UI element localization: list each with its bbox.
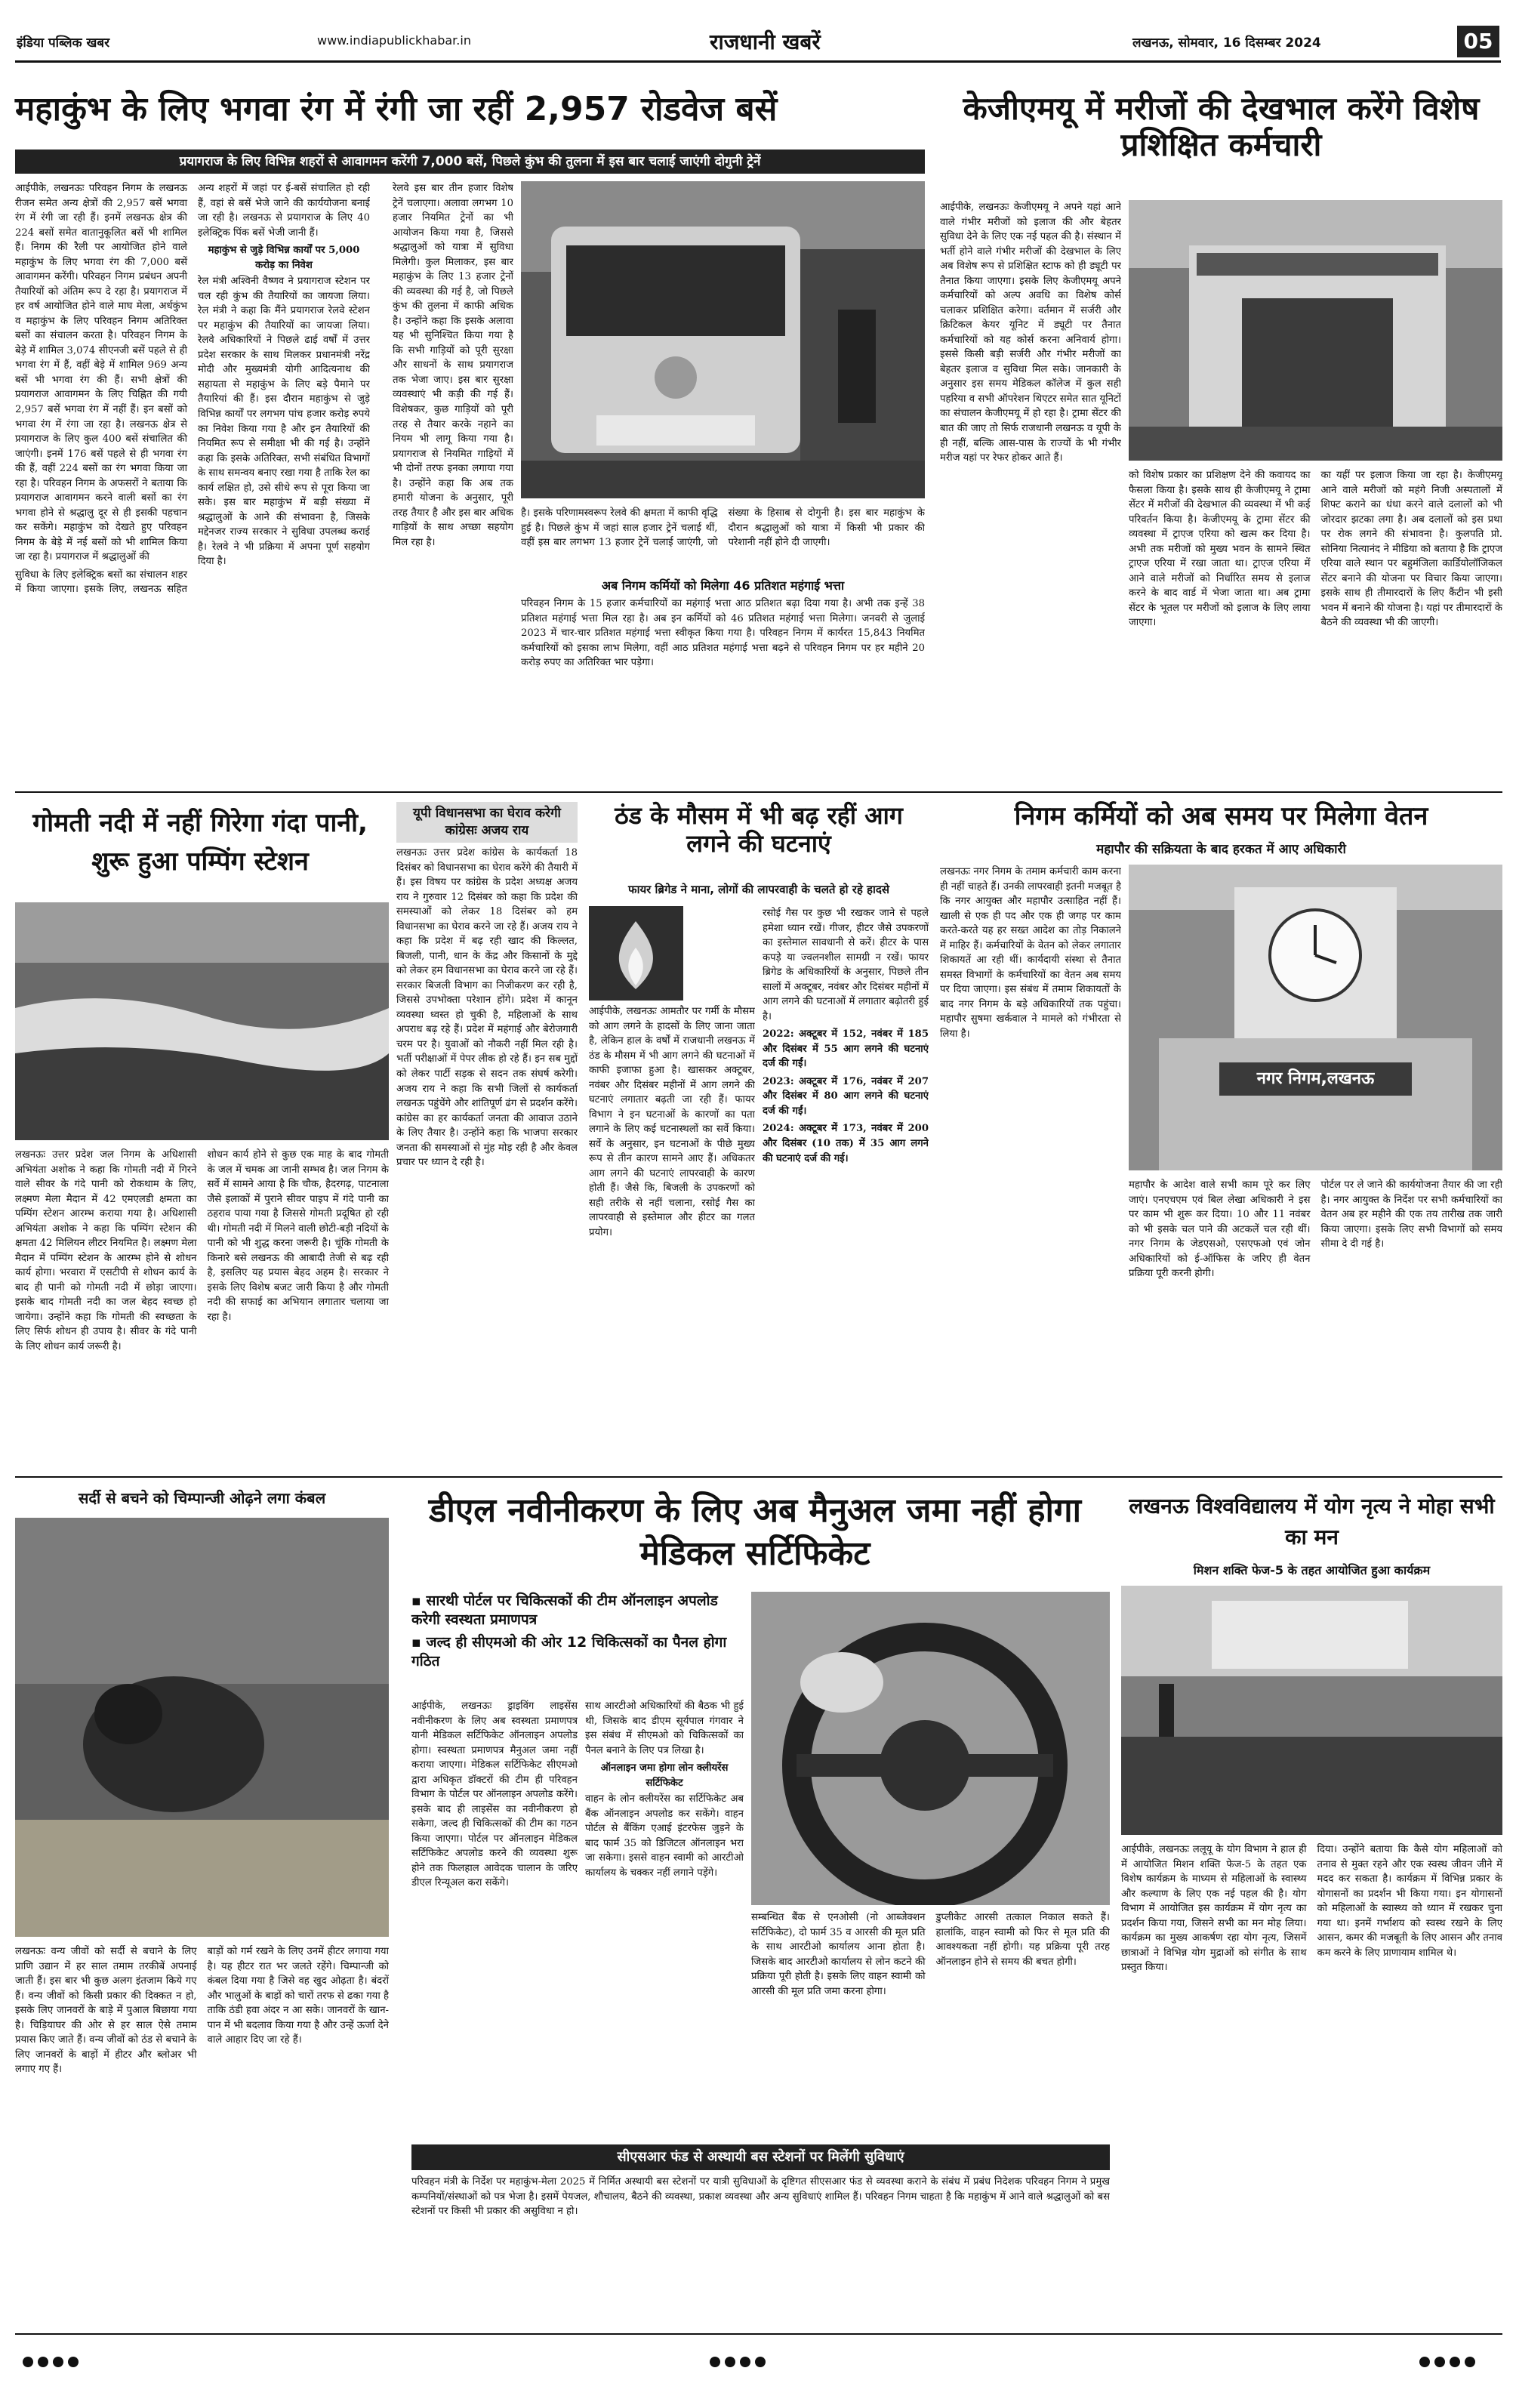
csr-title: सीएसआर फंड से अस्थायी बस स्टेशनों पर मिलेंगी सुविधाएं [411,2144,1110,2170]
auditorium-illustration [1121,1586,1502,1835]
story-fire-col2 [763,906,929,1465]
kgmu-gate-illustration [1129,200,1502,461]
footer-dots-left [23,2356,83,2370]
dateline: लखनऊ, सोमवार, 16 दिसम्बर 2024 [1132,35,1321,51]
stat-2024: 2024: अक्टूबर में 173, नवंबर में 200 और दिसंबर (10 तक) में 35 आग लगने की घटनाएं दर्ज की गई। [763,1123,929,1164]
para: रसोई गैस पर कुछ भी रखकर जाने से पहले हमेशा ध्यान रखें। गीजर, हीटर जैसे उपकरणों का इस्तेमाल सावधानी से करें। हीटर के पास कपड़े या ज्वलनशील सामग्री न रखें। फायर ब्रिगेड के अधिकारियों के अनुसार, पिछले तीन सालों में अक्टूबर, नवंबर और दिसंबर महीनों में आग लगने की घटनाओं में लगातार बढ़ोतरी हुई है। [763,908,929,1022]
story-dl-col1 [411,1699,578,2137]
deck-fire: फायर ब्रिगेड ने माना, लोगों की लापरवाही के चलते हो रहे हादसे [628,883,889,896]
steering-illustration [751,1592,1110,1905]
page-number: 05 [1457,26,1499,57]
divider-row1 [15,791,1502,793]
story-nigam-col2-3 [1129,1178,1502,1469]
para: महापौर के आदेश वाले सभी काम पूरे कर लिए जाएं। एनएचएम एवं बिल लेखा अधिकारी ने इस पर काम भी शुरू कर दिया। 10 और 11 नवंबर को भी इसके चल पाने की अटकलें चल रही थीं। नगर निगम के जेडएसओ, एसएफओ एवं जोन अधिकारियों को ई-ऑफिस के जरिए ही वेतन प्रक्रिया पूरी करनी होगी। [1129,1179,1311,1280]
story-dl-col2 [585,1699,744,2137]
story-congress-text [396,846,578,1465]
footer-dots-right [1419,2356,1480,2370]
para: परिवहन निगम के 15 हजार कर्मचारियों का महंगाई भत्ता आठ प्रतिशत बढ़ा दिया गया है। अभी तक इन्हें 38 प्रतिशत महंगाई भत्ता मिल रहा है। अब इन कर्मियों को 46 प्रतिशत महंगाई भत्ता मिलेगा। जनवरी से जुलाई 2023 में चार-चार प्रतिशत महंगाई भत्ता स्वीकृत किया गया है। परिवहन निगम में कार्यरत 15,843 नियमित कर्मचारियों को इसका लाभ मिलेगा, वहीं आठ प्रतिशत महंगाई भत्ता बढ़ने से परिवहन निगम पर हर महीने 20 करोड़ रुपए का अतिरिक्त भार पड़ेगा। [521,598,925,669]
para: लखनऊः नगर निगम के तमाम कर्मचारी काम करना ही नहीं चाहते हैं। उनकी लापरवाही इतनी मजबूत है कि नगर आयुक्त और महापौर उत्साहित नहीं हैं। खाली से एक ही पद और एक ही जगह पर काम करते-करते यह हर सख्त आदेश का तोड़ निकालने में माहिर हैं। कर्मचारियों के वेतन को लेकर लगातार शिकायतें आ रही थीं। कार्यदायी संस्था से तैनात समस्त विभागों के कर्मचारियों का वेतन अब समय पर दिया जाएगा। इस संबंध में तमाम शिकायतों के बाद नगर निगम के बड़े अधिकारियों तक पहुंचा। महापौर सुषमा खर्कवाल ने मामले को गंभीरता से लिया है। [940,866,1121,1040]
masthead [0,0,1516,66]
para: आईपीके, लखनऊः आमतौर पर गर्मी के मौसम को आग लगने के हादसों के लिए जाना जाता है, लेकिन हाल के वर्षों में राजधानी लखनऊ में ठंड के मौसम में भी आग लगने की घटनाओं में काफी इजाफा हुआ है। खासकर अक्टूबर, नवंबर और दिसंबर महीनों में आग लगने की घटनाएं लगातार बढ़ती जा रही हैं। फायर विभाग ने इन घटनाओं के कारणों का पता लगाने के लिए कई घटनास्थलों का सर्वे किया। सर्वे के अनुसार, इन घटनाओं के पीछे मुख्य रूप से तीन कारण सामने आए हैं। अधिकतर आग लगने की घटनाएं लापरवाही के कारण होती हैं। जैसे कि, बिजली के उपकरणों को सही तरीके से नहीं चलाना, रसोई गैस का लापरवाही से इस्तेमाल और हीटर का गलत प्रयोग। [589,1006,755,1238]
para: साथ आरटीओ अधिकारियों की बैठक भी हुई थी, जिसके बाद डीएम सूर्यपाल गंगवार ने इस संबंध में सीएमओ को चिकित्सकों का पैनल बनाने के लिए पत्र लिखा है। [585,1700,744,1756]
para: वाहन के लोन क्लीयरेंस का सर्टिफिकेट अब बैंक ऑनलाइन अपलोड कर सकेंगे। वाहन पोर्टल से बैंकिंग एआई इंटरफेस जुड़ने के बाद फार्म 35 को डिजिटल ऑनलाइन भरा जा सकेगा। इससे वाहन स्वामी को आरटीओ कार्यालय के चक्कर नहीं लगाने पड़ेंगे। [585,1793,744,1879]
photo-yoga-event [1121,1586,1502,1835]
stat-2022: 2022: अक्टूबर में 152, नवंबर में 185 और दिसंबर में 55 आग लगने की घटनाएं दर्ज की गईं। [763,1028,929,1070]
para: आईपीके, लखनऊः ड्राइविंग लाइसेंस नवीनीकरण के लिए अब स्वस्थता प्रमाणपत्र यानी मेडिकल सर्टिफिकेट ऑनलाइन अपलोड होगा। स्वस्थता प्रमाणपत्र मैनुअल जमा नहीं कराया जाएगा। मेडिकल सर्टिफिकेट सीएमओ द्वारा अधिकृत डॉक्टरों की टीम ही परिवहन विभाग के पोर्टल पर ऑनलाइन अपलोड करेंगे। इसके बाद ही लाइसेंस का नवीनीकरण हो सकेगा, जल्द ही चिकित्सकों की टीम का गठन किया जाएगा। पोर्टल पर ऑनलाइन मेडिकल सर्टिफिकेट अपलोड करने की व्यवस्था शुरू होने तक फिलहाल आवेदक चालान के जरिए डीएल रिन्यूअल करा सकेंगे। [411,1700,578,1889]
chimp-illustration [15,1518,389,1937]
nagar-nigam-sign: नगर निगम,लखनऊ [1256,1069,1375,1088]
para: लखनऊः वन्य जीवों को सर्दी से बचाने के लिए प्राणि उद्यान में हर साल तमाम तरकीबें अपनाई जाती हैं। इस बार भी कुछ अलग इंतजाम किये गए हैं। वन्य जीवों को किसी प्रकार की दिक्कत न हो, इसके लिए जानवरों के बाड़े में पुआल बिछाया गया है। चिड़ियाघर की ओर से हर साल ऐसे तमाम प्रयास किए जाते हैं। वन्य जीवों को ठंड से बचाने के लिए जानवरों के बाड़ों में हीटर और ब्लोअर भी लगाए गए हैं। [15,1946,197,2076]
story-nigam-col1 [940,865,1121,1469]
story-mahakumbh-col1-2 [15,181,370,785]
para: परिवहन मंत्री के निर्देश पर महाकुंभ-मेला 2025 में निर्मित अस्थायी बस स्टेशनों पर यात्री सुविधाओं के दृष्टिगत सीएसआर फंड से व्यवस्था कराने के संबंध में प्रबंध निदेशक परिवहन निगम ने प्रमुख कम्पनियों/संस्थाओं को पत्र भेजा है। इसमें पेयजल, शौचालय, बैठने की व्यवस्था, प्रकाश व्यवस्था और अन्य सुविधाएं शामिल हैं। परिवहन निगम चाहता है कि महाकुंभ में आने वाले श्रद्धालुओं को बस स्टेशनों पर किसी भी प्रकार की असुविधा न हो। [411,2176,1110,2218]
footer-rule [15,2333,1502,2335]
photo-steering-wheel [751,1592,1110,1905]
deck-mahakumbh-buses: प्रयागराज के लिए विभिन्न शहरों से आवागमन करेंगी 7,000 बसें, पिछले कुंभ की तुलना में इस बार चलाई जाएंगी दोगुनी ट्रेनें [15,150,925,174]
footer-dots-center [710,2356,770,2370]
subhead: महाकुंभ से जुड़े विभिन्न कार्यों पर 5,000 करोड़ का निवेश [208,245,360,271]
headline-lu-yoga: लखनऊ विश्वविद्यालय में योग नृत्य ने मोहा सभी का मन [1129,1494,1495,1549]
story-mahakumbh-col4-6 [521,506,925,574]
website-link[interactable]: www.indiapublickhabar.in [317,33,471,48]
para: पोर्टल पर ले जाने की कार्ययोजना तैयार की जा रही है। नगर आयुक्त के निर्देश पर सभी कर्मचारियों का वेतन अब हर महीने की एक तय तारीख तक जारी किया जाएगा। इसके लिए सभी विभागों को समय सीमा दे दी गई है। [1320,1179,1502,1250]
para: रेलवे इस बार तीन हजार विशेष ट्रेनें चलाएगा। अलावा लगभग 10 हजार नियमित ट्रेनों का भी आयोजन किया गया है, जिससे श्रद्धालुओं को यात्रा में सुविधा मिलेगी। कुल मिलाकर, इस बार महाकुंभ के लिए 13 हजार ट्रेनों की व्यवस्था की गई है, जो पिछले कुंभ की तुलना में काफी अधिक है। उन्होंने कहा कि इसके अलावा यह भी सुनिश्चित किया गया है कि सभी गाड़ियों को पूरी सुरक्षा और साधनों के साथ प्रयागराज तक भेजा जाए। इस बार सुरक्षा व्यवस्थाएं भी कड़ी की गई हैं। विशेषकर, कुछ गाड़ियों को पूरी तरह से तैयार करके नहाने का नियम भी लागू किया गया है। प्रयागराज से नियमित गाड़ियों में भी दोनों तरफ इनका लगाया गया है। उन्होंने कहा कि अब तक हमारी योजना के अनुसार, पूरी तरह तैयार है और इस बार अधिक गाड़ियों के साथ अच्छा सहयोग मिल रहा है। [393,183,513,548]
story-kgmu-col2-3 [1129,468,1502,785]
para: दिया। उन्होंने बताया कि कैसे योग महिलाओं को तनाव से मुक्त रहने और एक स्वस्थ जीवन जीने में मदद कर सकता है। कार्यक्रम में विभिन्न प्रकार के योगासनों का प्रदर्शन भी किया गया। इन योगासनों को महिलाओं के स्वास्थ्य को ध्यान में रखकर चुना गया था। इनमें गर्भाशय को स्वस्थ रखने के लिए आसन, कमर की मजबूती के लिए आसन और तनाव कम करने के लिए प्राणायाम शामिल थे। [1317,1844,1502,1959]
para: है। इसके परिणामस्वरूप रेलवे की क्षमता में काफी वृद्धि हुई है। पिछले कुंभ में जहां साल हजार ट्रेनें चलाई थीं, वहीं इस बार लगभग 13 हजार ट्रेनें चलाई जाएंगी, जो संख्या के हिसाब से दोगुनी है। इस बार महाकुंभ के दौरान श्रद्धालुओं को यात्रा में किसी भी प्रकार की परेशानी नहीं होने दी जाएगी। [521,507,925,549]
story-dl-col3-4 [751,1910,1110,2137]
paper-name: इंडिया पब्लिक खबर [17,35,110,51]
divider-row2 [15,1476,1502,1478]
para: लखनऊः उत्तर प्रदेश जल निगम के अधिशासी अभियंता अशोक ने कहा कि गोमती नदी में गिरने वाले सीवर के गंदे पानी को रोकथाम के लिए, लक्ष्मण मेला मैदान में 42 एमएलडी क्षमता का पम्पिंग स्टेशन आरम्भ कराया गया है। अधिशासी अभियंता अशोक ने कहा कि पम्पिंग स्टेशन की क्षमता 42 मिलियन लीटर नियमित है। लक्ष्मण मेला मैदान में पम्पिंग स्टेशन के आरम्भ होने से शोधन कार्य होगा। भरवारा में एसटीपी से शोधन कार्य के बाद ही पानी को गोमती नदी में छोड़ा जाएगा। इसके बाद गोमती नदी का जल बेहद स्वच्छ हो जायेगा। उन्होंने कहा कि गोमती की स्वच्छता के लिए सिर्फ शोधन ही उपाय है। सीवर के गंदे पानी के लिए शोधन कार्य जरूरी है। [15,1149,197,1352]
para: को विशेष प्रकार का प्रशिक्षण देने की कवायद का फैसला किया है। इसके साथ ही केजीएमयू ने ट्रामा सेंटर में मरीजों की देखभाल की व्यवस्था में भी कई परिवर्तन किया है। केजीएमयू के ट्रामा सेंटर की व्यवस्था में ट्राएज एरिया को खत्म कर दिया है। अभी तक मरीजों को मुख्य भवन के सामने स्थित ट्राएज एरिया में रखा जाता था। ट्राएज एरिया में आने वाले मरीजों को निर्धारित समय से इलाज करने के बाद वार्ड में भेजा जाता था। अब ट्रामा सेंटर के भूतल पर मरीजों को इलाज के लिए लाया जाएगा। [1129,470,1311,629]
para: सम्बन्धित बैंक से एनओसी (नो आब्जेक्शन सर्टिफिकेट), दो फार्म 35 व आरसी की मूल प्रति के साथ आरटीओ कार्यालय आना होता है। जिसके बाद आरटीओ कार्यालय से लोन कटने की प्रक्रिया पूरी होती है। इसके लिए वाहन स्वामी को आरसी की मूल प्रति जमा करना होगा। [751,1912,926,1997]
story-chimp-text [15,1944,389,2299]
story-kgmu-col1 [940,200,1121,785]
section-title: राजधानी खबरें [710,29,821,54]
para: बाड़ों को गर्म रखने के लिए उनमें हीटर लगाया गया है। यह हीटर रात भर जलते रहेंगे। चिम्पान्जी को कंबल दिया गया है जिसे वह खुद ओढ़ता है। बंदरों और भालुओं के बाड़ों को चारों तरफ से ढका गया है ताकि ठंडी हवा अंदर न आ सके। जानवरों के खान-पान में भी बदलाव किया गया है और उन्हें ऊर्जा देने वाले आहार दिए जा रहे हैं। [207,1946,389,2046]
headline-gomti: गोमती नदी में नहीं गिरेगा गंदा पानी, शुरू हुआ पम्पिंग स्टेशन [32,808,368,877]
dl-bullets [411,1592,736,1676]
para: आईपीके, लखनऊः परिवहन निगम के लखनऊ रीजन समेत अन्य क्षेत्रों की 2,957 बसें भगवा रंग में रंगी जा रही हैं। इनमें लखनऊ क्षेत्र की 224 बसों समेत वातानुकूलित बसें भी शामिल हैं। निगम की रैली पर आयोजित होने वाले महाकुंभ के लिए भगवा रंग की 7,000 बसें आवागमन करेंगी। परिवहन निगम प्रबंधन अपनी तैयारियों को अंतिम रूप दे रहा है। प्रयागराज में हर वर्ष आयोजित होने वाले माघ मेला, अर्धकुंभ व महाकुंभ के लिए परिवहन निगम अतिरिक्त बसों का संचालन करता है। परिवहन निगम के बेड़े में शामिल 3,074 सीएनजी बसें पहले से ही भगवा रंग में हैं, वहीं बेड़े में शामिल 969 अन्य बसें भी भगवा रंग की हैं। सभी क्षेत्रों की प्रयागराज आवागमन के लिए चिह्नित की गयी 2,957 बसें भगवा रंग में नहीं हैं। इन बसों को भगवा रंग में रंगा जा रहा है। लखनऊ क्षेत्र से प्रयागराज के लिए कुल 400 बसें संचालित की जाएंगी। इनमें 176 बसें पहले से ही भगवा रंग की हैं, वहीं 224 बसों का रंग भगवा किया जा रहा है। परिवहन निगम के अफसरों ने बताया कि प्रयागराज आवागमन करने वाली बसों का रंग भगवा होने से श्रद्धालु दूर से ही इसकी पहचान कर सकेंगे। महाकुंभ को देखते हुए परिवहन निगम के बेड़े में नई बसों को भी शामिल किया जा रहा है। प्रयागराज में श्रद्धालुओं की [15,183,187,563]
river-illustration [15,902,389,1140]
headline-fire: ठंड के मौसम में भी बढ़ रहीं आग लगने की घटनाएं [615,801,903,858]
para: आईपीके, लखनऊः ललूयू के योग विभाग ने हाल ही में आयोजित मिशन शक्ति फेज-5 के तहत एक विशेष कार्यक्रम के माध्यम से महिलाओं के स्वास्थ्य और कल्याण के लिए एक नई पहल की है। योग विभाग में आयोजित इस कार्यक्रम में योग नृत्य का प्रदर्शन किया गया, जिसने सभी का मन मोह लिया। कार्यक्रम का मुख्य आकर्षण रहा योग नृत्य, जिसमें छात्राओं ने विभिन्न योग मुद्राओं को संगीत के साथ प्रस्तुत किया। [1121,1844,1307,1974]
deck-nigam-salary: महापौर की सक्रियता के बाद हरकत में आए अधिकारी [1096,842,1346,857]
subhead-loan-clearance: ऑनलाइन जमा होगा लोन क्लीयरेंस सर्टिफिकेट [600,1762,729,1789]
deck-lu-yoga: मिशन शक्ति फेज-5 के तहत आयोजित हुआ कार्यक्रम [1193,1563,1431,1577]
bullet-sarathi-portal: ▪ सारथी पोर्टल पर चिकित्सकों की टीम ऑनलाइन अपलोड करेगी स्वस्थता प्रमाणपत्र [411,1592,718,1628]
headline-dl-renewal: डीएल नवीनीकरण के लिए अब मैनुअल जमा नहीं होगा मेडिकल सर्टिफिकेट [428,1491,1082,1574]
para: शोधन कार्य होने से कुछ एक माह के बाद गोमती के जल में चमक आ जानी सम्भव है। जल निगम के सर्वे में सामने आया है कि चौक, हैदरगढ़, पाटनाला जैसे इलाकों में पुराने सीवर पाइप में गंदे पानी का ठहराव पाया गया है जिससे गोमती प्रदूषित हो रही थी। गोमती नदी में मिलने वाली छोटी-बड़ी नदियों के पानी को भी शुद्ध करना जरूरी है। चूंकि गोमती के किनारे बसे लखनऊ की आबादी तेजी से बढ़ रही है, इसलिए यह प्रयास बेहद अहम है। सरकार ने इसके लिए विशेष बजट जारी किया है और गोमती नदी की सफाई का अभियान लगातार चलाया जा रहा है। [207,1149,389,1323]
photo-gomti-river [15,902,389,1140]
photo-kgmu-gate [1129,200,1502,461]
para: लखनऊः उत्तर प्रदेश कांग्रेस के कार्यकर्ता 18 दिसंबर को विधानसभा का घेराव करेंगे की तैयारी में हैं। इस विषय पर कांग्रेस के प्रदेश अध्यक्ष अजय राय ने गुरुवार 12 दिसंबर को कहा कि प्रदेश की समस्याओं को लेकर 18 दिसंबर को हम विधानसभा का घेराव करने जा रहे हैं। अजय राय ने कहा कि प्रदेश में बढ़ रही खाद की किल्लत, बिजली, पानी, धान के केंद्र और किसानों के मुद्दे को लेकर हम विधानसभा का घेराव करने जा रहे हैं। सरकार बिजली विभाग का निजीकरण कर रही है, जिससे उपभोक्ता परेशान होंगे। प्रदेश में कानून व्यवस्था ध्वस्त हो चुकी है, महिलाओं के साथ अपराध बढ़ रहे हैं। प्रदेश में महंगाई और बेरोजगारी चरम पर है। युवाओं को नौकरी नहीं मिल रही है। भर्ती परीक्षाओं में पेपर लीक हो रहे हैं। इन सब मुद्दों को लेकर पार्टी सड़क से सदन तक संघर्ष करेगी। अजय राय ने कहा कि सभी जिलों से कार्यकर्ता लखनऊ पहुंचेंगे और शांतिपूर्ण ढंग से प्रदर्शन करेंगे। कांग्रेस का हर कार्यकर्ता जनता की आवाज उठाने के लिए तैयार है। उन्होंने कहा कि भाजपा सरकार जनता की समस्याओं से मुंह मोड़ रही है और केवल प्रचार पर ध्यान दे रही है। [396,847,578,1169]
headline-kgmu: केजीएमयू में मरीजों की देखभाल करेंगे विशेष प्रशिक्षित कर्मचारी [963,90,1480,164]
subhead-da: अब निगम कर्मियों को मिलेगा 46 प्रतिशत महंगाई भत्ता [601,578,845,593]
para: डुप्लीकेट आरसी तत्काल निकाल सकते हैं। हालांकि, वाहन स्वामी को फिर से मूल प्रति की आवश्यकता नहीं होगी। यह प्रक्रिया पूरी तरह ऑनलाइन होने से समय की बचत होगी। [935,1912,1110,1968]
headline-mahakumbh-buses: महाकुंभ के लिए भगवा रंग में रंगी जा रहीं 2,957 रोडवेज बसें [15,90,778,128]
para: सुविधा के लिए इलेक्ट्रिक बसों का संचालन शहर में किया जाएगा। इसके लिए, लखनऊ सहित अन्य शहरों में जहां पर ई-बसें संचालित हो रही हैं, वहां से बसें भेजे जाने की कार्ययोजना बनाई जा रही है। लखनऊ से प्रयागराज के लिए 40 इलेक्ट्रिक पिंक बसें भेजी जानी हैं। [15,183,370,596]
photo-saffron-buses [521,181,925,498]
para: रेल मंत्री अश्विनी वैष्णव ने प्रयागराज स्टेशन पर चल रही कुंभ की तैयारियों का जायजा लिया। रेल मंत्री ने कहा कि मैंने प्रयागराज रेलवे स्टेशन पर महाकुंभ की तैयारियों का जायजा लिया। रेलवे अधिकारियों ने पिछले ढाई वर्षों में उत्तर प्रदेश सरकार के साथ मिलकर प्रधानमंत्री नरेंद्र मोदी और मुख्यमंत्री योगी आदित्यनाथ की सहायता से महाकुंभ के लिए बड़े पैमाने पर तैयारियां की हैं। इस दौरान महाकुंभ से जुड़े विभिन्न कार्यों पर लगभग पांच हजार करोड़ रुपये का निवेश किया गया है और इन तैयारियों की नियमित रूप से समीक्षा भी की गई है। उन्होंने कहा कि इसके अतिरिक्त, सभी संबंधित विभागों के साथ समन्वय बनाए रखा गया है ताकि रेल का कार्य लक्षित हो, उसे सीधे रूप से पूरा किया जा सके। इस बार महाकुंभ में बड़ी संख्या में श्रद्धालुओं के आने की संभावना है, जिसके मद्देनजर राज्य सरकार ने सुविधा उपलब्ध कराई है। रेलवे ने भी प्रक्रिया में अपना पूर्ण सहयोग दिया है। [198,276,370,568]
story-mahakumbh-col3 [393,181,513,785]
story-da-text [521,597,925,785]
bullet-text: जल्द ही सीएमओ की ओर 12 चिकित्सकों का पैनल होगा गठित [411,1634,727,1670]
photo-chimp-blanket [15,1518,389,1937]
bullet-text: सारथी पोर्टल पर चिकित्सकों की टीम ऑनलाइन अपलोड करेगी स्वस्थता प्रमाणपत्र [411,1592,718,1628]
para: आईपीके, लखनऊः केजीएमयू ने अपने यहां आने वाले गंभीर मरीजों को इलाज की और बेहतर सुविधा देने के लिए एक नई पहल की है। संस्थान में भर्ती होने वाले गंभीर मरीजों की देखभाल के लिए अब विशेष रूप से प्रशिक्षित स्टाफ को ही ड्यूटी पर तैनात किया जाएगा। इसके लिए केजीएमयू अपने कर्मचारियों को अल्प अवधि का विशेष कोर्स चलाकर प्रशिक्षित करेगा। वर्तमान में सर्जरी और क्रिटिकल केयर यूनिट में ड्यूटी पर तैनात कर्मचारियों को यह कोर्स करना अनिवार्य होगा। इससे किसी बड़ी सर्जरी और गंभीर मरीजों का बेहतर इलाज व सुविधा मिल सके। जानकारी के अनुसार इस समय मेडिकल कॉलेज में कुल सही पहरिया व सभी ऑपरेशन थिएटर समेत सात यूनिटों का संचालन केजीएमयू में हो रहा है। ट्रामा सेंटर की बात की जाए तो सिर्फ राजधानी लखनऊ व यूपी के ही नहीं, बल्कि आस-पास के राज्यों के भी गंभीर मरीज यहां पर रेफर होकर आते हैं। [940,202,1121,464]
masthead-top-rule [15,60,1501,63]
headline-nigam-salary: निगम कर्मियों को अब समय पर मिलेगा वेतन [1014,801,1428,831]
bullet-cmo-panel: ▪ जल्द ही सीएमओ की ओर 12 चिकित्सकों का पैनल होगा गठित [411,1634,727,1670]
para: का यहीं पर इलाज किया जा रहा है। केजीएमयू आने वाले मरीजों को महंगे निजी अस्पतालों में शिफ्ट कराने का धंधा करने वाले दलालों को भी जोरदार झटका लगा है। अब दलालों को इस प्रथा पर रोक लगने की संभावना है। कुलपति प्रो. सोनिया नित्यानंद ने मीडिया को बताया है कि ट्राएज एरिया वाले स्थान पर बहुमंजिला कार्डियोलॉजिकल सेंटर बनाने की योजना पर विचार किया जाएगा। इसके साथ ही तीमारदारों के लिए कैंटीन भी इसी भवन में बनाने की योजना है। यहां पर तीमारदारों के बैठने की व्यवस्था भी की जाएगी। [1320,470,1502,629]
story-yoga-text [1121,1842,1502,2303]
headline-chimp: सर्दी से बचने को चिम्पान्जी ओढ़ने लगा कंबल [78,1489,326,1507]
bus-illustration [521,181,925,498]
clock-tower-illustration [1129,865,1502,1170]
csr-text [411,2175,1110,2303]
story-gomti-text [15,1148,389,1465]
story-fire-col1 [589,906,755,1465]
stat-2023: 2023: अक्टूबर में 176, नवंबर में 207 और दिसंबर में 80 आग लगने की घटनाएं दर्ज की गईं। [763,1075,929,1117]
headline-congress: यूपी विधानसभा का घेराव करेगी कांग्रेसः अजय राय [396,802,578,843]
photo-nagar-nigam-building [1129,865,1502,1170]
